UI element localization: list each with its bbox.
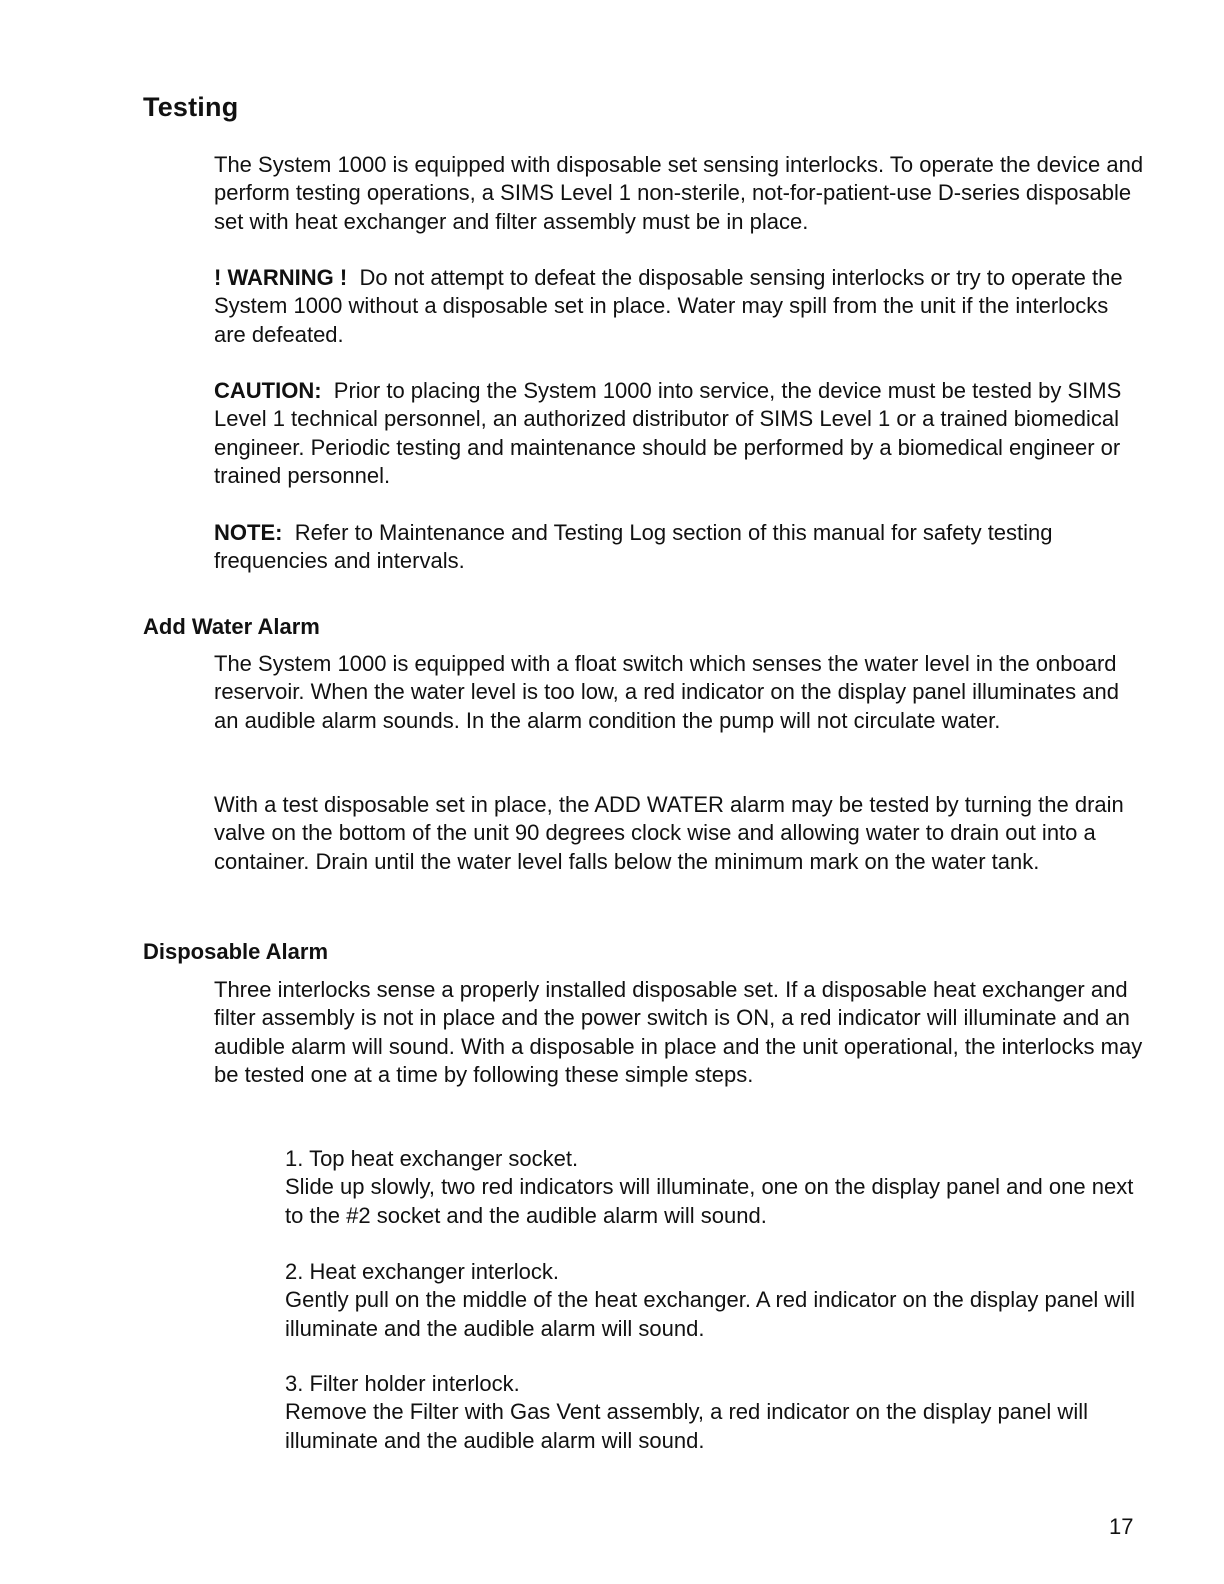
testing-intro-paragraph: The System 1000 is equipped with disposable set sensing interlocks. To operate the device and perform testing operations, a SIMS Level 1 non-sterile, not-for-patient-use D-series disposable set with heat exchanger and filter assembly must be in place. [214, 152, 1144, 234]
caution-label: CAUTION: [214, 378, 322, 403]
caution-paragraph [214, 377, 1144, 490]
step-1-title: 1. Top heat exchanger socket. [285, 1146, 579, 1171]
step-3-title: 3. Filter holder interlock. [285, 1371, 520, 1396]
warning-paragraph [214, 264, 1144, 349]
add-water-paragraph-2: With a test disposable set in place, the ADD WATER alarm may be tested by turning the drain valve on the bottom of the unit 90 degrees clock wise and allowing water to drain out into a container. Drain until the water level falls below the minimum mark on the water tank. [214, 792, 1124, 874]
step-1-text: Slide up slowly, two red indicators will illuminate, one on the display panel and one next to the #2 socket and the audible alarm will sound. [285, 1174, 1134, 1228]
step-1 [285, 1145, 1145, 1230]
disposable-intro-paragraph: Three interlocks sense a properly installed disposable set. If a disposable heat exchanger and filter assembly is not in place and the power switch is ON, a red indicator will illuminate and an audible alarm will sound. With a disposable in place and the unit operational, the interlocks may be tested one at a time by following these simple steps. [214, 977, 1143, 1087]
step-2-title: 2. Heat exchanger interlock. [285, 1259, 559, 1284]
step-2 [285, 1258, 1145, 1343]
caution-text: Prior to placing the System 1000 into service, the device must be tested by SIMS Level 1 technical personnel, an authorized distributor of SIMS Level 1 or a trained biomedical engineer. Periodic testing and maintenance should be performed by a biomedical engineer or trained personnel. [214, 378, 1122, 488]
step-3-text: Remove the Filter with Gas Vent assembly, a red indicator on the display panel will illuminate and the audible alarm will sound. [285, 1399, 1088, 1453]
subheading-disposable-alarm: Disposable Alarm [143, 939, 329, 964]
section-heading-testing: Testing [143, 92, 239, 122]
warning-text: Do not attempt to defeat the disposable sensing interlocks or try to operate the System 1000 without a disposable set in place. Water may spill from the unit if the interlocks are defeated. [214, 265, 1123, 347]
subheading-add-water-alarm: Add Water Alarm [143, 614, 320, 639]
page-number: 17 [1109, 1514, 1134, 1539]
step-3 [285, 1370, 1145, 1455]
step-2-text: Gently pull on the middle of the heat exchanger. A red indicator on the display panel will illuminate and the audible alarm will sound. [285, 1287, 1135, 1341]
warning-label: ! WARNING ! [214, 265, 348, 290]
add-water-paragraph-1: The System 1000 is equipped with a float switch which senses the water level in the onboard reservoir. When the water level is too low, a red indicator on the display panel illuminates and an audible alarm sounds. In the alarm condition the pump will not circulate water. [214, 651, 1119, 733]
note-paragraph [214, 519, 1144, 576]
note-label: NOTE: [214, 520, 283, 545]
note-text: Refer to Maintenance and Testing Log section of this manual for safety testing frequencies and intervals. [214, 520, 1053, 574]
